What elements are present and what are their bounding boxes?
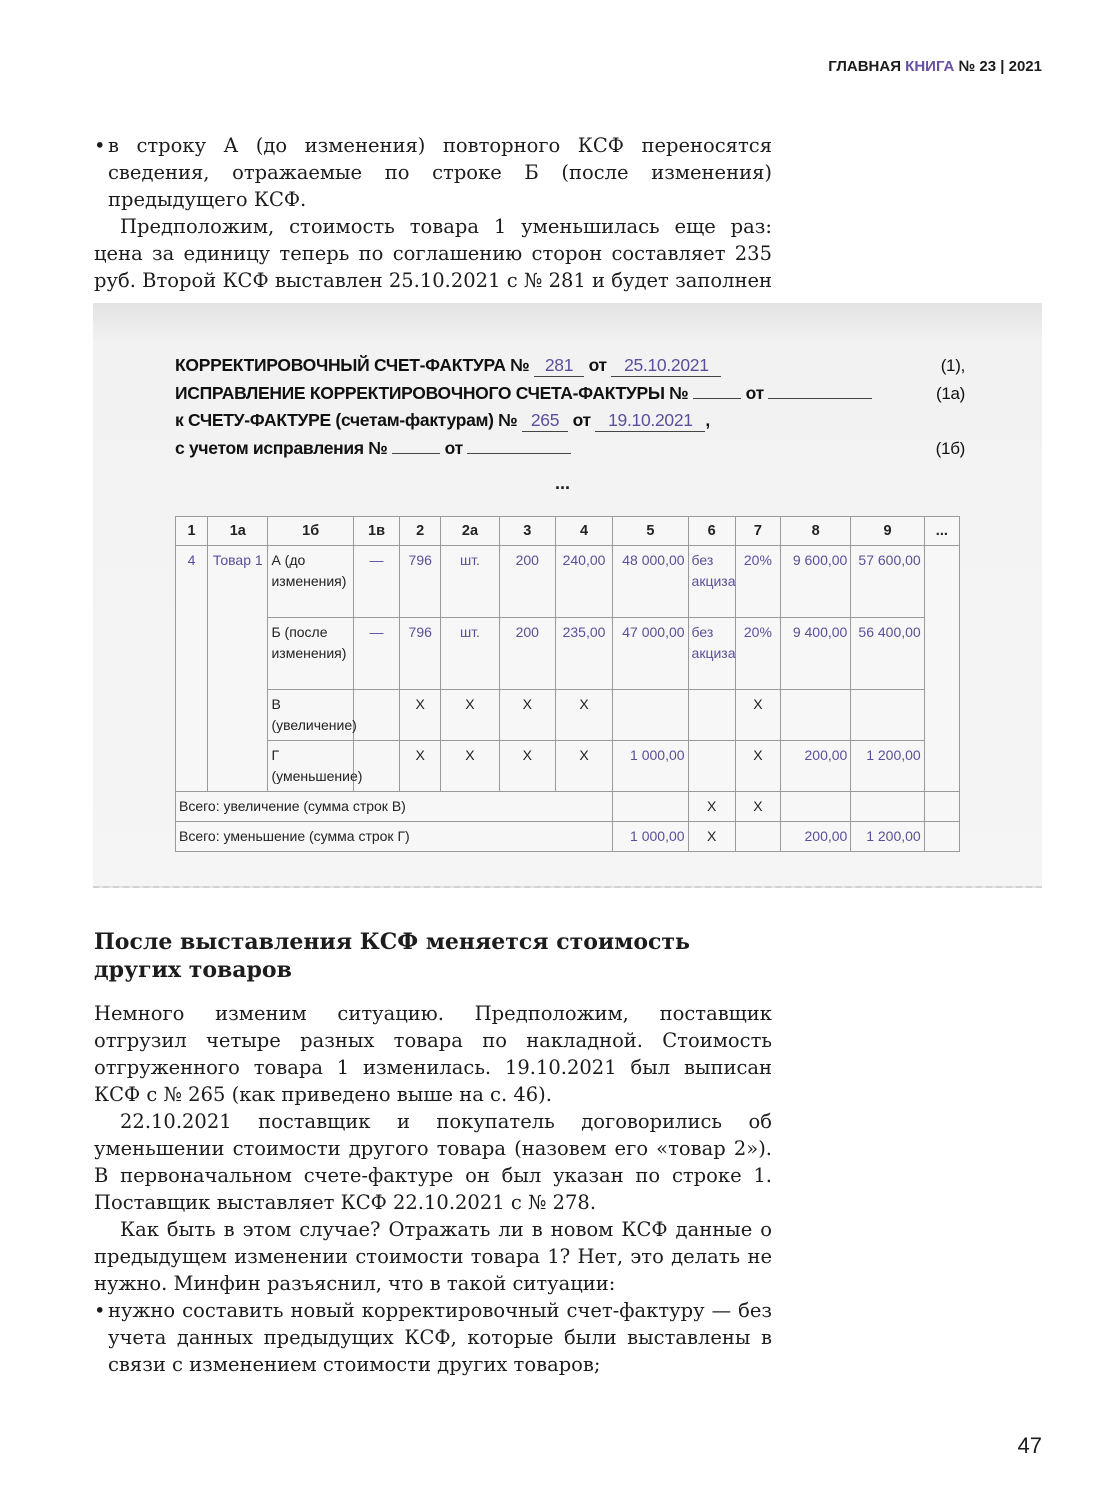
header-title: ГЛАВНАЯ <box>828 58 901 75</box>
column-header: 6 <box>688 517 735 546</box>
column-header: 8 <box>781 517 851 546</box>
row-label: Г (уменьшение) <box>268 741 353 792</box>
invoice-form-header <box>175 352 965 462</box>
cell <box>688 741 735 792</box>
section-paragraph: Как быть в этом случае? Отражать ли в новом КСФ данные о предыдущем изменении стоимости товара 1? Нет, это делать не нужно. Минфин разъяснил, что в такой ситуации: <box>94 1218 772 1295</box>
line-code-1a: (1а) <box>935 383 965 403</box>
form-line-3 <box>175 407 965 435</box>
cell: 57 600,00 <box>851 546 924 618</box>
cell: — <box>353 546 399 618</box>
row-label: В (увеличение) <box>268 690 353 741</box>
form-line-4-label: с учетом исправления № <box>175 437 388 458</box>
column-header: ... <box>924 517 959 546</box>
table-row <box>176 546 960 618</box>
cell: Х <box>499 690 555 741</box>
column-header: 9 <box>851 517 924 546</box>
form-line-1 <box>175 352 965 380</box>
cell: Х <box>441 690 499 741</box>
column-header: 2а <box>441 517 499 546</box>
section-body <box>94 1000 772 1378</box>
cell: 48 000,00 <box>613 546 688 618</box>
table-header-row <box>176 517 960 546</box>
cell <box>851 792 924 822</box>
line-code-1: (1), <box>940 356 965 375</box>
column-header: 5 <box>613 517 688 546</box>
cell: 1 000,00 <box>613 822 688 852</box>
cell <box>353 690 399 741</box>
cell: шт. <box>441 546 499 618</box>
blank-field <box>768 380 872 399</box>
blank-field <box>693 380 741 399</box>
line-code-1b: (1б) <box>935 438 965 458</box>
cell: без акциза <box>688 618 735 690</box>
cell: 20% <box>735 618 780 690</box>
correction-invoice-date: 25.10.2021 <box>611 354 721 377</box>
cell: 796 <box>400 618 441 690</box>
comma: , <box>705 410 710 430</box>
form-line-2 <box>175 380 965 408</box>
column-header: 3 <box>499 517 555 546</box>
correction-invoice-number: 281 <box>534 354 584 377</box>
cell <box>613 690 688 741</box>
cell <box>688 690 735 741</box>
cell: шт. <box>441 618 499 690</box>
cell-empty <box>924 822 959 852</box>
cell <box>735 822 780 852</box>
section-bullet: • нужно составить новый корректировочный счет-фактуру — без учета данных предыдущих КСФ, которые были выставлены в связи с изменением стоимости других товаров; <box>94 1297 772 1378</box>
form-line-3-label: к СЧЕТУ-ФАКТУРЕ (счетам-фактурам) № <box>175 410 518 430</box>
cell-empty <box>924 546 959 792</box>
cell: Х <box>688 792 735 822</box>
total-label: Всего: уменьшение (сумма строк Г) <box>176 822 613 852</box>
intro-paragraph: Предположим, стоимость товара 1 уменьшилась еще раз: цена за единицу теперь по соглашению сторон составляет 235 руб. Второй КСФ выставлен 25.10.2021 с № 281 и будет заполнен <box>94 215 772 292</box>
cell: Х <box>735 741 780 792</box>
cell: Х <box>555 690 612 741</box>
table-row <box>176 618 960 690</box>
cell: 56 400,00 <box>851 618 924 690</box>
row-label: А (до изменения) <box>268 546 353 618</box>
cell: 9 400,00 <box>781 618 851 690</box>
cell: Х <box>400 741 441 792</box>
cell: Х <box>735 792 780 822</box>
row-label: Б (после изменения) <box>268 618 353 690</box>
cell-empty <box>924 792 959 822</box>
from-label: от <box>745 382 764 403</box>
total-decrease-row <box>176 822 960 852</box>
ellipsis: ... <box>555 473 571 493</box>
header-issue: № 23 | 2021 <box>958 58 1042 75</box>
section-paragraph: Немного изменим ситуацию. Предположим, поставщик отгрузил четыре разных товара по накладной. Стоимость отгруженного товара 1 изменилась. 19.10.2021 был выписан КСФ с № 265 (как приведено выше на с. 46). <box>94 1002 772 1106</box>
total-increase-row <box>176 792 960 822</box>
intro-text <box>94 132 772 321</box>
section-paragraph: 22.10.2021 поставщик и покупатель договорились об уменьшении стоимости другого товара (назовем его «товар 2»). В первоначальном счете-фактуре он был указан по строке 1. Поставщик выставляет КСФ 22.10.2021 с № 278. <box>94 1110 772 1214</box>
cell: без акциза <box>688 546 735 618</box>
cell: 235,00 <box>555 618 612 690</box>
cell <box>851 690 924 741</box>
from-label: от <box>572 410 591 430</box>
invoice-number: 265 <box>522 409 568 432</box>
cell: 1 200,00 <box>851 741 924 792</box>
cell: 1 200,00 <box>851 822 924 852</box>
column-header: 7 <box>735 517 780 546</box>
cell: Х <box>400 690 441 741</box>
blank-field <box>467 435 571 454</box>
form-line-2-label: ИСПРАВЛЕНИЕ КОРРЕКТИРОВОЧНОГО СЧЕТА-ФАКТУРЫ № <box>175 382 689 403</box>
cell: Х <box>688 822 735 852</box>
section-title: После выставления КСФ меняется стоимость других товаров <box>94 929 690 983</box>
cell: 47 000,00 <box>613 618 688 690</box>
cell <box>781 690 851 741</box>
blank-field <box>392 435 440 454</box>
from-label: от <box>444 437 463 458</box>
cell: Х <box>441 741 499 792</box>
item-name: Товар 1 <box>208 546 268 792</box>
item-number: 4 <box>176 546 208 792</box>
column-header: 1 <box>176 517 208 546</box>
cell: 200,00 <box>781 741 851 792</box>
column-header: 1б <box>268 517 353 546</box>
table-row <box>176 741 960 792</box>
column-header: 4 <box>555 517 612 546</box>
form-line-4 <box>175 435 965 463</box>
cell: 20% <box>735 546 780 618</box>
column-header: 2 <box>400 517 441 546</box>
invoice-date: 19.10.2021 <box>595 409 705 432</box>
column-header: 1а <box>208 517 268 546</box>
cell: 9 600,00 <box>781 546 851 618</box>
cell: 796 <box>400 546 441 618</box>
cell: 200,00 <box>781 822 851 852</box>
cell: 200 <box>499 546 555 618</box>
cell: Х <box>499 741 555 792</box>
cell: Х <box>735 690 780 741</box>
correction-invoice-table <box>175 516 960 852</box>
header-title-accent: КНИГА <box>905 58 955 75</box>
cell: 240,00 <box>555 546 612 618</box>
page-number: 47 <box>1017 1433 1042 1458</box>
column-header: 1в <box>353 517 399 546</box>
cell: 200 <box>499 618 555 690</box>
form-line-1-label: КОРРЕКТИРОВОЧНЫЙ СЧЕТ-ФАКТУРА № <box>175 355 530 375</box>
table-row <box>176 690 960 741</box>
cell <box>613 792 688 822</box>
intro-bullet: • в строку А (до изменения) повторного КСФ переносятся сведения, отражаемые по строке Б (после изменения) предыдущего КСФ. <box>94 132 772 213</box>
cell: Х <box>555 741 612 792</box>
cell <box>781 792 851 822</box>
from-label: от <box>588 355 607 375</box>
total-label: Всего: увеличение (сумма строк В) <box>176 792 613 822</box>
running-header <box>828 58 1042 75</box>
cell: — <box>353 618 399 690</box>
cell: 1 000,00 <box>613 741 688 792</box>
